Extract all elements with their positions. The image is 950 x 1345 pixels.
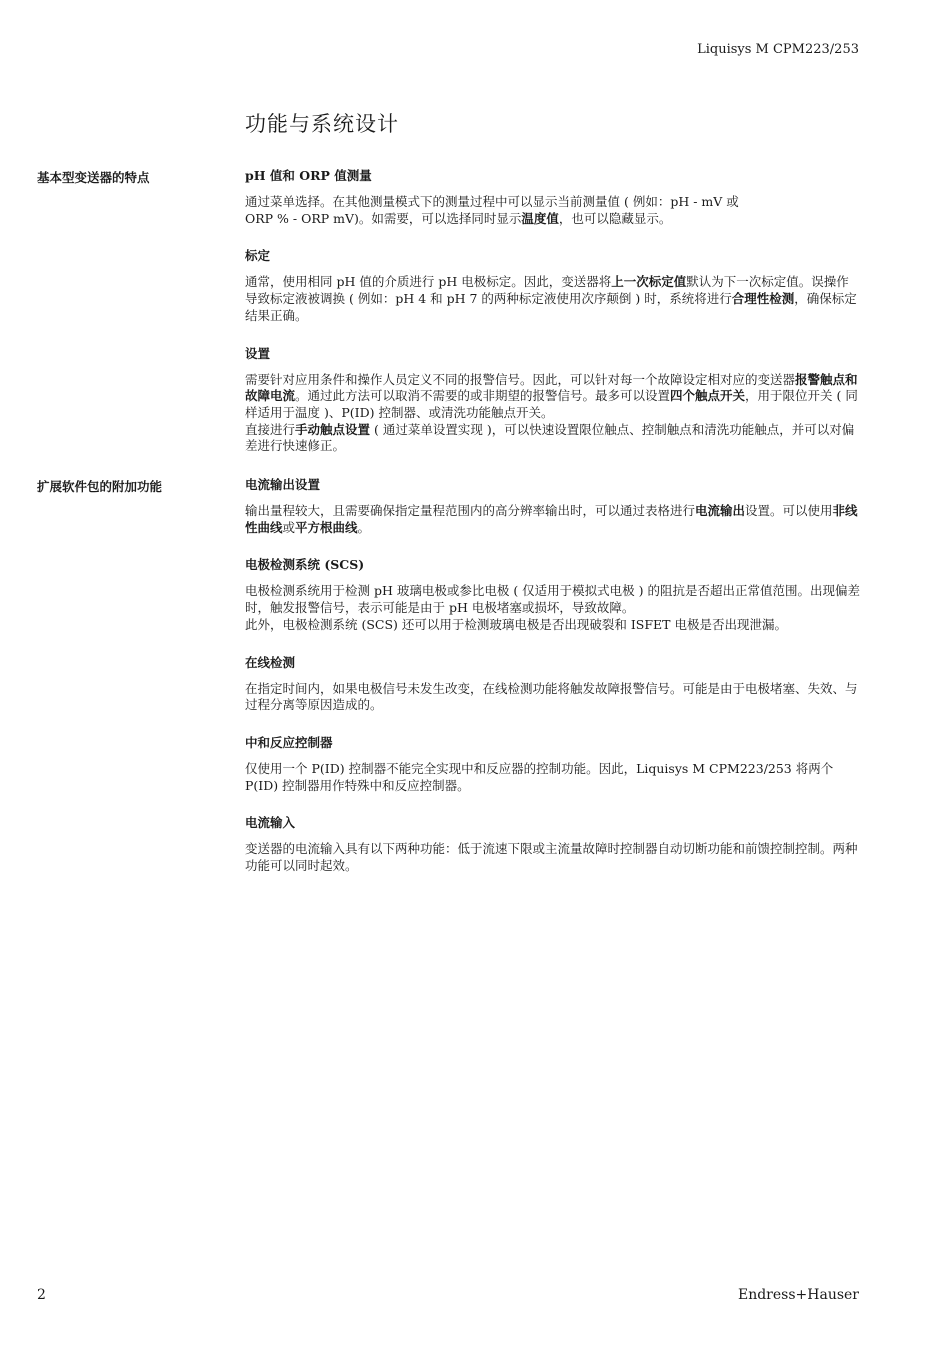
setup-text-4: 直接进行 xyxy=(245,421,296,437)
current-output-text-2: 设置。可以使用 xyxy=(745,503,833,518)
setup-bold-four-contacts: 四个触点开关 xyxy=(670,388,746,404)
scs-paragraph xyxy=(245,583,860,633)
online-check-paragraph: 在指定时间内，如果电极信号未发生改变，在线检测功能将触发故障报警信号。可能是由于电极堵塞、失效、与过程分离等原因造成的。 xyxy=(245,680,858,713)
ph-orp-heading: pH 值和 ORP 值测量 xyxy=(245,168,372,183)
document-header-title: Liquisys M CPM223/253 xyxy=(697,42,859,57)
scs-heading: 电极检测系统 (SCS) xyxy=(245,557,365,573)
section-title: 功能与系统设计 xyxy=(245,112,399,136)
side-label-basic: 基本型变送器的特点 xyxy=(37,170,150,185)
current-output-text-1: 输出量程较大，且需要确保指定量程范围内的高分辨率输出时，可以通过表格进行 xyxy=(245,503,696,518)
calibration-text-2: 默认为下一次标定值。误操作导致标定液被调换 ( 例如：pH 4 和 pH 7 的两种标定液使用次序颠倒 ) 时，系统将进行 xyxy=(245,274,849,307)
current-output-bold-sqrt: 平方根曲线 xyxy=(295,519,358,535)
ph-orp-text-2: ORP % - ORP mV)。如需要，可以选择同时显示 xyxy=(245,210,522,226)
current-output-paragraph xyxy=(245,503,860,536)
ph-orp-text-1: 通过菜单选择。在其他测量模式下的测量过程中可以显示当前测量值 ( 例如：pH - mV 或 xyxy=(245,194,739,209)
scs-text-1: 电极检测系统用于检测 pH 玻璃电极或参比电极 ( 仅适用于模拟式电极 ) 的阻抗是否超出正常值范围。出现偏差时，触发报警信号，表示可能是由于 pH 电极堵塞或损坏，导致故障。 xyxy=(245,583,860,616)
setup-text-3: ，用于限位开关 ( 同样适用于温度 )、P(ID) 控制器、或清洗功能触点开关。 xyxy=(245,388,858,420)
scs-text-2: 此外，电极检测系统 (SCS) 还可以用于检测玻璃电极是否出现破裂和 ISFET 电极是否出现泄漏。 xyxy=(245,616,787,632)
basic-features-column xyxy=(245,168,860,476)
calibration-heading: 标定 xyxy=(245,248,271,264)
brand-name: Endress+Hauser xyxy=(737,1287,859,1303)
current-input-heading: 电流输入 xyxy=(245,815,296,831)
setup-text-5: ( 通过菜单设置实现 )，可以快速设置限位触点、控制触点和清洗功能触点，并可以对偏差进行快速修正。 xyxy=(245,421,855,454)
current-output-text-3: 或 xyxy=(282,519,296,535)
setup-paragraph xyxy=(245,372,860,456)
setup-text-2: 。通过此方法可以取消不需要的或非期望的报警信号。最多可以设置 xyxy=(295,388,671,404)
current-output-heading: 电流输出设置 xyxy=(245,477,321,492)
calibration-bold-last-value: 上一次标定值 xyxy=(611,274,687,290)
calibration-bold-plausibility: 合理性检测 xyxy=(731,291,795,307)
ph-orp-text-3: ，也可以隐藏显示。 xyxy=(558,210,672,226)
ph-orp-paragraph xyxy=(245,194,860,227)
setup-bold-manual-contact: 手动触点设置 xyxy=(295,421,371,437)
calibration-text-3: ，确保标定结果正确。 xyxy=(245,291,857,323)
extended-features-column xyxy=(245,477,860,896)
setup-text-1: 需要针对应用条件和操作人员定义不同的报警信号。因此，可以针对每一个故障设定相对应的变送器 xyxy=(245,371,796,387)
online-check-heading: 在线检测 xyxy=(245,654,296,670)
side-label-extended: 扩展软件包的附加功能 xyxy=(37,479,163,494)
current-output-text-4: 。 xyxy=(357,519,371,535)
setup-bold-alarm-contacts: 报警触点和故障电流 xyxy=(245,371,858,404)
current-output-bold-nonlinear: 非线性曲线 xyxy=(245,503,858,535)
current-input-paragraph: 变送器的电流输入具有以下两种功能：低于流速下限或主流量故障时控制器自动切断功能和前馈控制控制。两种功能可以同时起效。 xyxy=(245,841,858,874)
calibration-text-1: 通常，使用相同 pH 值的介质进行 pH 电极标定。因此，变送器将 xyxy=(245,274,612,290)
ph-orp-bold-temperature: 温度值 xyxy=(521,210,559,226)
current-output-bold: 电流输出 xyxy=(695,503,746,518)
setup-heading: 设置 xyxy=(245,345,271,361)
page-number: 2 xyxy=(37,1287,46,1303)
neutralization-heading: 中和反应控制器 xyxy=(245,734,333,750)
neutralization-paragraph: 仅使用一个 P(ID) 控制器不能完全实现中和反应器的控制功能。因此，Liquisys M CPM223/253 将两个 P(ID) 控制器用作特殊中和反应控制器。 xyxy=(245,760,834,793)
calibration-paragraph xyxy=(245,274,860,324)
